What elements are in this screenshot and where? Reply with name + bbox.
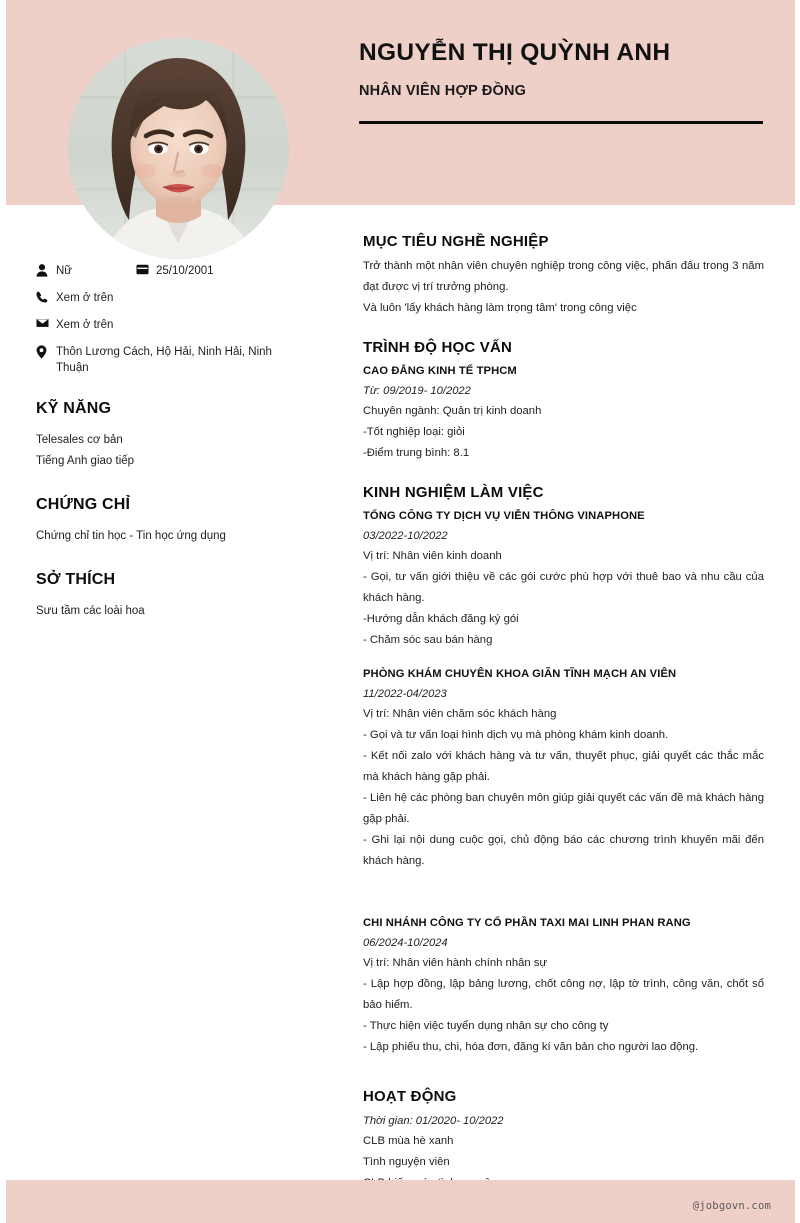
contact-gender: Nữ — [56, 265, 73, 277]
watermark: @jobgovn.com — [692, 1200, 771, 1212]
experience-job — [363, 665, 764, 872]
contact-email: Xem ở trên — [56, 319, 114, 331]
job-duty: - Thực hiện việc tuyển dụng nhân sự cho công ty — [363, 1020, 609, 1032]
objective-line: Và luôn 'lấy khách hàng làm trọng tâm' trong công việc — [363, 302, 637, 314]
contact-row-email — [36, 317, 316, 334]
spacer — [363, 1062, 764, 1088]
contact-row-gender-birthday — [36, 263, 316, 280]
content-columns — [0, 205, 800, 1198]
spacer — [363, 323, 764, 339]
education-line: -Điểm trung bình: 8.1 — [363, 447, 470, 459]
job-company: PHÒNG KHÁM CHUYÊN KHOA GIÃN TĨNH MẠCH AN VIÊN — [363, 668, 677, 680]
skill-item: Tiếng Anh giao tiếp — [36, 455, 135, 467]
job-duty: - Gọi và tư vấn loại hình dịch vụ mà phòng khám kinh doanh. — [363, 729, 669, 741]
contact-row-phone — [36, 290, 316, 307]
job-position: Vị trí: Nhân viên hành chính nhân sự — [363, 957, 548, 969]
calendar-icon — [136, 263, 156, 275]
candidate-job-title: NHÂN VIÊN HỢP ĐỒNG — [359, 83, 527, 100]
job-duty: - Gọi, tư vấn giới thiệu về các gói cước phù hợp với thuê bao và nhu cầu của khách hàng. — [363, 571, 764, 604]
avatar — [68, 38, 289, 259]
envelope-icon — [36, 317, 56, 328]
job-position: Vị trí: Nhân viên chăm sóc khách hàng — [363, 708, 557, 720]
job-company: TỔNG CÔNG TY DỊCH VỤ VIỄN THÔNG VINAPHONE — [363, 510, 645, 522]
job-duty: -Hướng dẫn khách đăng ký gói — [363, 613, 519, 625]
objective-title: MỤC TIÊU NGHỀ NGHIỆP — [363, 233, 549, 250]
section-education — [363, 339, 764, 464]
skills-title: KỸ NĂNG — [36, 400, 112, 417]
hobbies-title: SỞ THÍCH — [36, 571, 116, 588]
experience-job — [363, 914, 764, 1058]
experience-title: KINH NGHIỆM LÀM VIỆC — [363, 484, 544, 501]
person-icon — [36, 263, 56, 277]
candidate-name: NGUYỄN THỊ QUỲNH ANH — [359, 39, 671, 66]
section-activities — [363, 1088, 764, 1194]
job-duty: - Lập hợp đồng, lập bảng lương, chốt công nợ, lập tờ trình, công văn, chốt sổ bảo hiểm. — [363, 978, 764, 1011]
objective-line: Trở thành một nhân viên chuyên nghiệp trong công việc, phấn đấu trong 3 năm đạt được vị trí trưởng phòng. — [363, 260, 764, 293]
phone-icon — [36, 290, 56, 303]
job-duty: - Lập phiếu thu, chi, hóa đơn, đăng kí văn bản cho người lao động. — [363, 1041, 699, 1053]
certificate-item: Chứng chỉ tin học - Tin học ứng dụng — [36, 530, 226, 542]
contact-list — [36, 263, 316, 376]
contact-birthday: 25/10/2001 — [156, 265, 214, 277]
job-date: 06/2024-10/2024 — [363, 937, 448, 949]
education-line: -Tốt nghiệp loại: giỏi — [363, 426, 465, 438]
section-work-experience — [363, 484, 764, 1058]
avatar-photo — [68, 38, 289, 259]
sidebar-section-skills — [36, 400, 316, 472]
job-duty: - Chăm sóc sau bán hàng — [363, 634, 493, 646]
job-date: 11/2022-04/2023 — [363, 688, 447, 700]
activity-line: CLB mùa hè xanh — [363, 1135, 454, 1147]
job-company: CHI NHÁNH CÔNG TY CỔ PHẦN TAXI MAI LINH PHAN RANG — [363, 917, 691, 929]
contact-address: Thôn Lương Cách, Hộ Hải, Ninh Hải, Ninh Thuận — [56, 346, 272, 374]
location-pin-icon — [36, 344, 56, 359]
education-date: Từ: 09/2019- 10/2022 — [363, 385, 471, 397]
main-content — [340, 205, 800, 1198]
activities-date: Thời gian: 01/2020- 10/2022 — [363, 1115, 504, 1127]
certificates-title: CHỨNG CHỈ — [36, 496, 131, 513]
job-duty: - Kết nối zalo với khách hàng và tư vấn, thuyết phục, giải quyết các thắc mắc mà khách hàng gặp phải. — [363, 750, 764, 783]
header-text-block — [359, 38, 769, 124]
spacer — [363, 468, 764, 484]
sidebar-section-hobbies — [36, 571, 316, 622]
activity-line: Tình nguyện viên — [363, 1156, 450, 1168]
job-duty: - Ghi lại nội dung cuộc gọi, chủ động báo các chương trình khuyến mãi đến khách hàng. — [363, 834, 764, 867]
contact-phone: Xem ở trên — [56, 292, 114, 304]
contact-row-address — [36, 344, 316, 376]
job-duty: - Liên hệ các phòng ban chuyên môn giúp giải quyết các vấn đề mà khách hàng gặp phải. — [363, 792, 764, 825]
education-title: TRÌNH ĐỘ HỌC VẤN — [363, 339, 513, 356]
education-line: Chuyên ngành: Quản trị kinh doanh — [363, 405, 542, 417]
activities-title: HOẠT ĐỘNG — [363, 1088, 457, 1105]
header-divider — [359, 121, 763, 124]
hobby-item: Sưu tầm các loài hoa — [36, 605, 145, 617]
job-date: 03/2022-10/2022 — [363, 530, 448, 542]
sidebar-section-certificates — [36, 496, 316, 547]
spacer — [363, 872, 764, 912]
education-school: CAO ĐẲNG KINH TẾ TPHCM — [363, 365, 517, 377]
skill-item: Telesales cơ bản — [36, 434, 123, 446]
experience-job — [363, 507, 764, 651]
footer-background-band — [6, 1180, 795, 1223]
sidebar — [0, 205, 340, 622]
job-position: Vị trí: Nhân viên kinh doanh — [363, 550, 502, 562]
section-career-objective — [363, 233, 764, 319]
